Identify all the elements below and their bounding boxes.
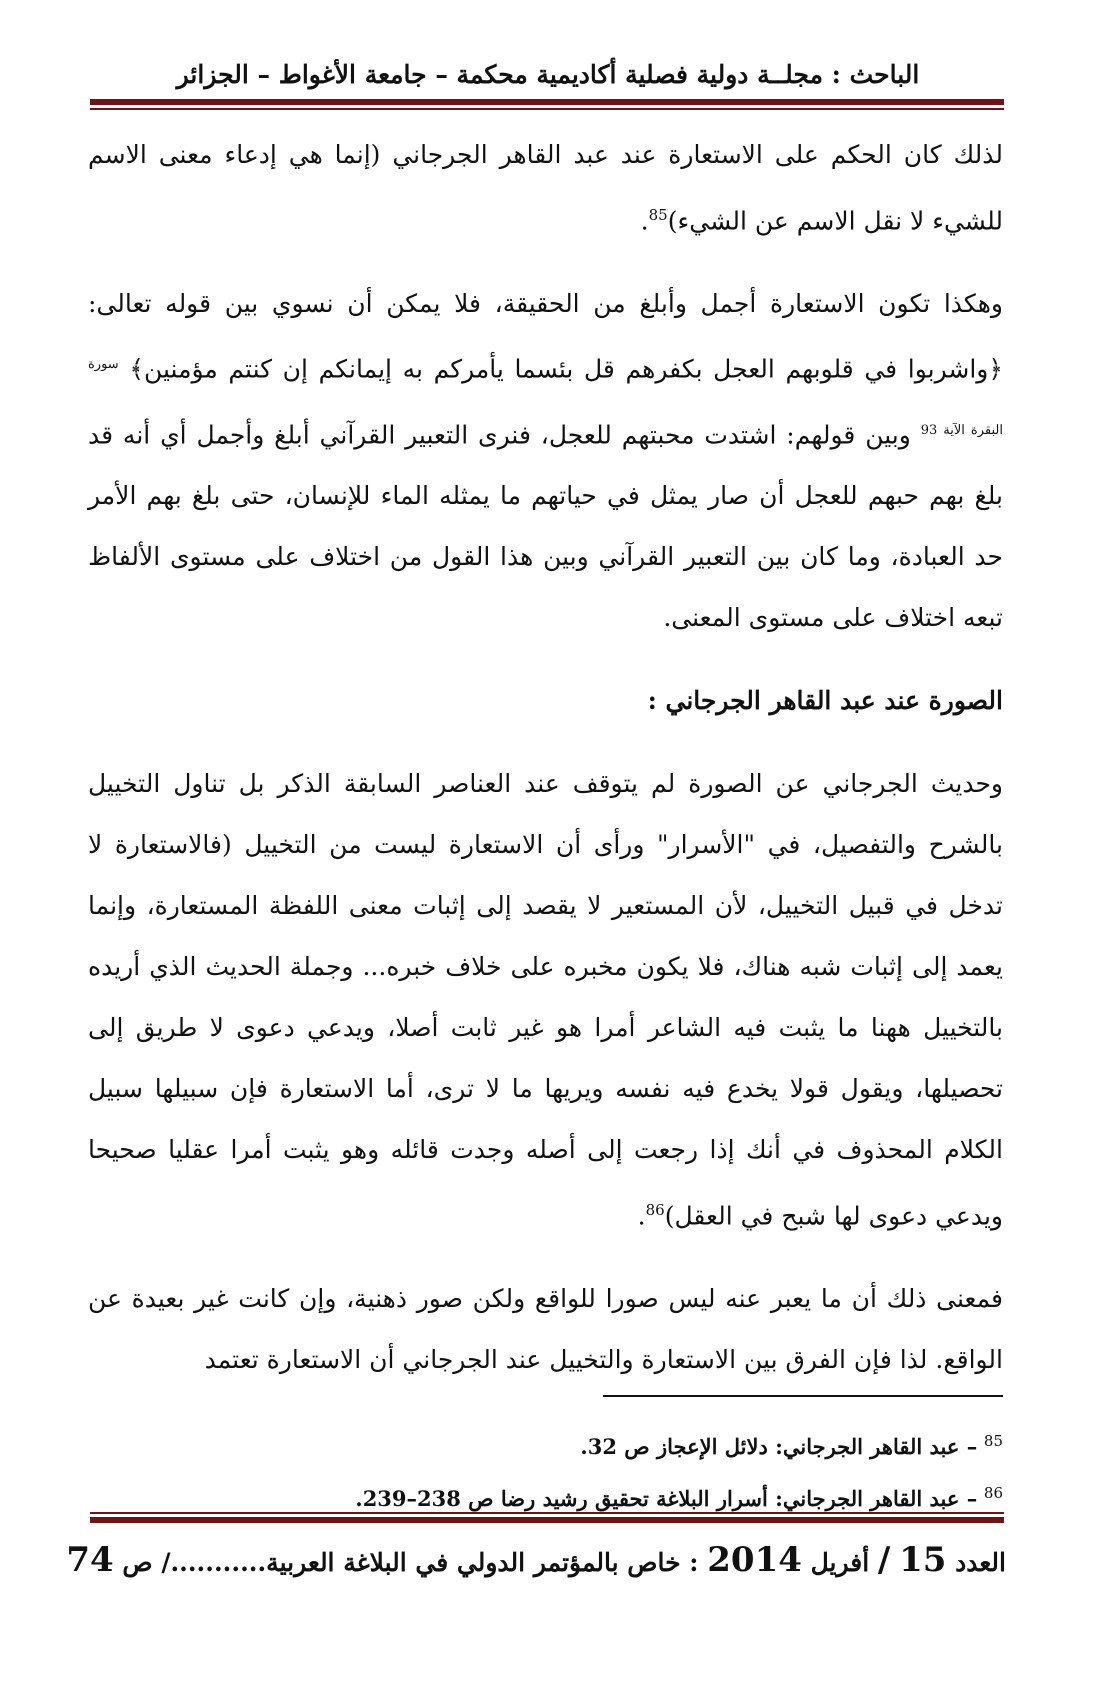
footer-rule: [90, 1512, 1004, 1523]
issue-month: أفريل: [810, 1548, 870, 1577]
issue-topic: : خاص بالمؤتمر الدولي في البلاغة العربية.........../: [161, 1548, 699, 1577]
body-text: [88, 124, 1003, 1390]
footnote-ref-86[interactable]: 86: [645, 1200, 665, 1219]
footnote-86: $^{86}$ – عبد القاهر الجرجاني: أسرار البلاغة تحقيق رشيد رضا ص 238–239.: [355, 1484, 1003, 1511]
issue-year: 2014: [707, 1540, 802, 1580]
issue-number: 15: [899, 1540, 947, 1580]
page-footer: العدد 15 / أفريل 2014 : خاص بالمؤتمر الدولي في البلاغة العربية.........../ ص 74: [66, 1540, 1006, 1580]
running-header: الباحث : مجلــة دولية فصلية أكاديمية محكمة – جامعة الأغواط – الجزائر: [176, 60, 920, 89]
issue-label: العدد: [955, 1548, 1006, 1577]
paragraph-3: وحديث الجرجاني عن الصورة لم يتوقف عند العناصر السابقة الذكر بل تناول التخييل بالشرح والتفصيل، في "الأسرار" ورأى أن الاستعارة ليست من التخييل (فالاستعارة لا تدخل في قبيل التخييل، لأن المستعير لا يقصد إلى إثبات معنى اللفظة المستعارة، وإنما يعمد إلى إثبات شبه هناك، فلا يكون مخبره على خلاف خبره... وجملة الحديث الذي أريده بالتخييل ههنا ما يثبت فيه الشاعر أمرا هو غير ثابت أصلا، ويدعي دعوى لا طريق إلى تحصيلها، ويقول قولا يخدع فيه نفسه ويريها ما لا ترى، أما الاستعارة فإن سبيلها سبيل الكلام المحذوف في أنك إذا رجعت إلى أصله وجدت قائله وهو يثبت أمرا عقليا صحيحا ويدعي دعوى لها شبح في العقل)$^{86}$.: [88, 768, 1003, 1231]
verse-reference: سورة البقرة الآية 93: [88, 357, 1003, 438]
page-label: ص: [122, 1548, 153, 1577]
paragraph-4: فمعنى ذلك أن ما يعبر عنه ليس صورا للواقع ولكن صور ذهنية، وإن كانت غير بعيدة عن الواقع. لذا فإن الفرق بين الاستعارة والتخييل عند الجرجاني أن الاستعارة تعتمد: [88, 1284, 1003, 1375]
footnote-85: $^{85}$ – عبد القاهر الجرجاني: دلائل الإعجاز ص 32.: [580, 1432, 1003, 1459]
paragraph-1: لذلك كان الحكم على الاستعارة عند عبد القاهر الجرجاني (إنما هي إدعاء معنى الاسم للشيء لا نقل الاسم عن الشيء)$^{85}$.: [88, 140, 1003, 236]
footnote-ref-85[interactable]: 85: [648, 206, 668, 224]
section-heading: الصورة عند عبد القاهر الجرجاني :: [647, 685, 1003, 715]
paragraph-2: وهكذا تكون الاستعارة أجمل وأبلغ من الحقيقة، فلا يمكن أن نسوي بين قوله تعالى: ﴿واشربوا في قلوبهم العجل بكفرهم قل بئسما يأمركم به إيمانكم إن كنتم مؤمنين﴾ $^{سورة البقرة الآية 93}$ وبين قولهم: اشتدت محبتهم للعجل، فنرى التعبير القرآني أبلغ وأجمل أي أنه قد بلغ بهم حبهم للعجل أن صار يمثل في حياتهم ما يمثله الماء للإنسان، حتى بلغ بهم الأمر حد العبادة، وما كان بين التعبير القرآني وبين هذا القول من اختلاف على مستوى الألفاظ تبعه اختلاف على مستوى المعنى.: [88, 289, 1003, 632]
footnote-separator: [603, 1395, 1003, 1397]
header-rule: [90, 99, 1004, 110]
footnotes: [88, 1418, 1003, 1522]
page-number: 74: [66, 1540, 114, 1580]
